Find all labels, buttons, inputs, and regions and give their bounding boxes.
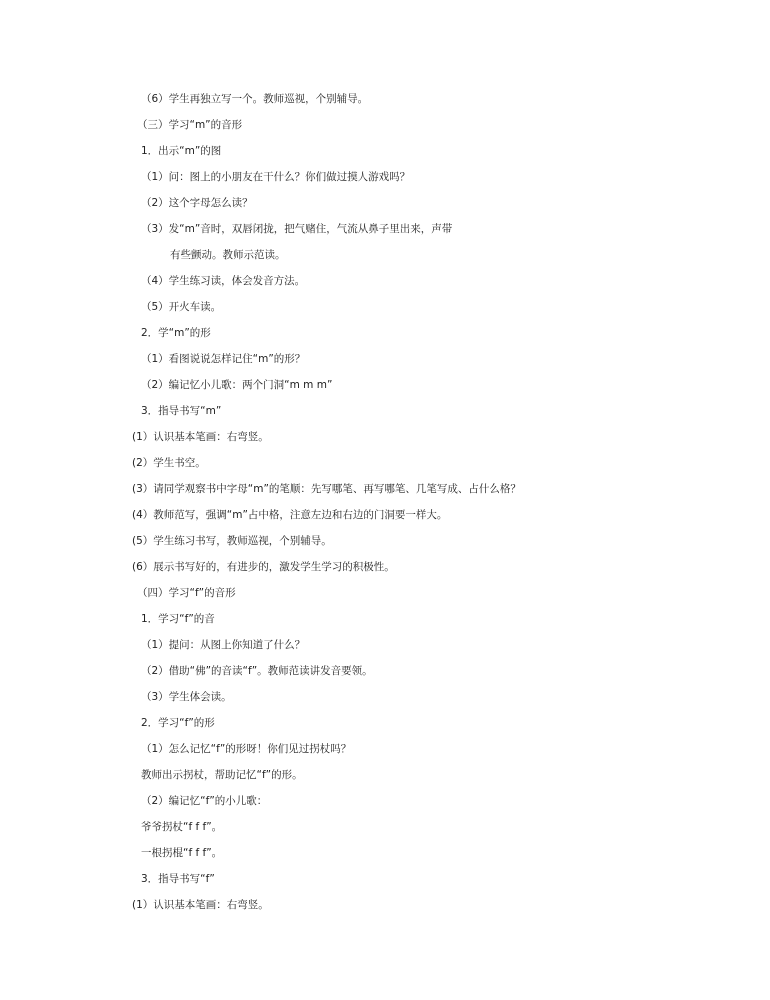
section-heading: （三）学习“m”的音形	[137, 119, 243, 131]
subsection-heading: 1．学习“f”的音	[141, 613, 215, 625]
subsection-heading: 2．学习“f”的形	[141, 717, 215, 729]
text-line: （5）开火车读。	[141, 301, 222, 313]
text-line: 教师出示拐杖，帮助记忆“f”的形。	[141, 769, 303, 781]
text-line: (3）请同学观察书中字母“m”的笔顺：先写哪笔、再写哪笔、几笔写成、占什么格？	[132, 483, 521, 495]
text-line: (1）认识基本笔画：右弯竖。	[132, 431, 269, 443]
subsection-heading: 2．学“m”的形	[141, 327, 211, 339]
text-line: （1）看图说说怎样记住“m”的形？	[141, 353, 306, 365]
text-line: （2）编记忆“f”的小儿歌：	[141, 795, 268, 807]
text-line: 一根拐棍“f f f”。	[141, 847, 223, 859]
text-line: （1）问：图上的小朋友在干什么？你们做过摸人游戏吗？	[141, 171, 411, 183]
text-line: （1）提问：从图上你知道了什么？	[141, 639, 306, 651]
text-line: 爷爷拐杖“f f f”。	[141, 821, 223, 833]
text-line: （4）学生练习读，体会发音方法。	[141, 275, 306, 287]
section-heading: （四）学习“f”的音形	[137, 587, 236, 599]
text-line: 有些颤动。教师示范读。	[170, 249, 286, 261]
subsection-heading: 3．指导书写“m”	[141, 405, 222, 417]
text-line: (4）教师范写，强调“m”占中格，注意左边和右边的门洞要一样大。	[132, 509, 448, 521]
text-line: (1）认识基本笔画：右弯竖。	[132, 899, 269, 911]
text-line: (5）学生练习书写，教师巡视，个别辅导。	[132, 535, 332, 547]
text-line: （1）怎么记忆“f”的形呀！你们见过拐杖吗？	[141, 743, 352, 755]
subsection-heading: 1．出示“m”的图	[141, 145, 222, 157]
text-line: (6）展示书写好的，有进步的，激发学生学习的积极性。	[132, 561, 395, 573]
text-line: （3）学生体会读。	[141, 691, 232, 703]
text-line: （6）学生再独立写一个。教师巡视，个别辅导。	[141, 93, 369, 105]
text-line: (2）学生书空。	[132, 457, 206, 469]
text-line: （2）这个字母怎么读？	[141, 197, 253, 209]
text-line: （2）编记忆小儿歌：两个门洞“m m m”	[141, 379, 333, 391]
text-line: （2）借助“佛”的音读“f”。教师范读讲发音要领。	[141, 665, 373, 677]
text-line: （3）发“m”音时，双唇闭拢，把气赌住，气流从鼻子里出来，声带	[141, 223, 453, 235]
subsection-heading: 3．指导书写“f”	[141, 873, 215, 885]
